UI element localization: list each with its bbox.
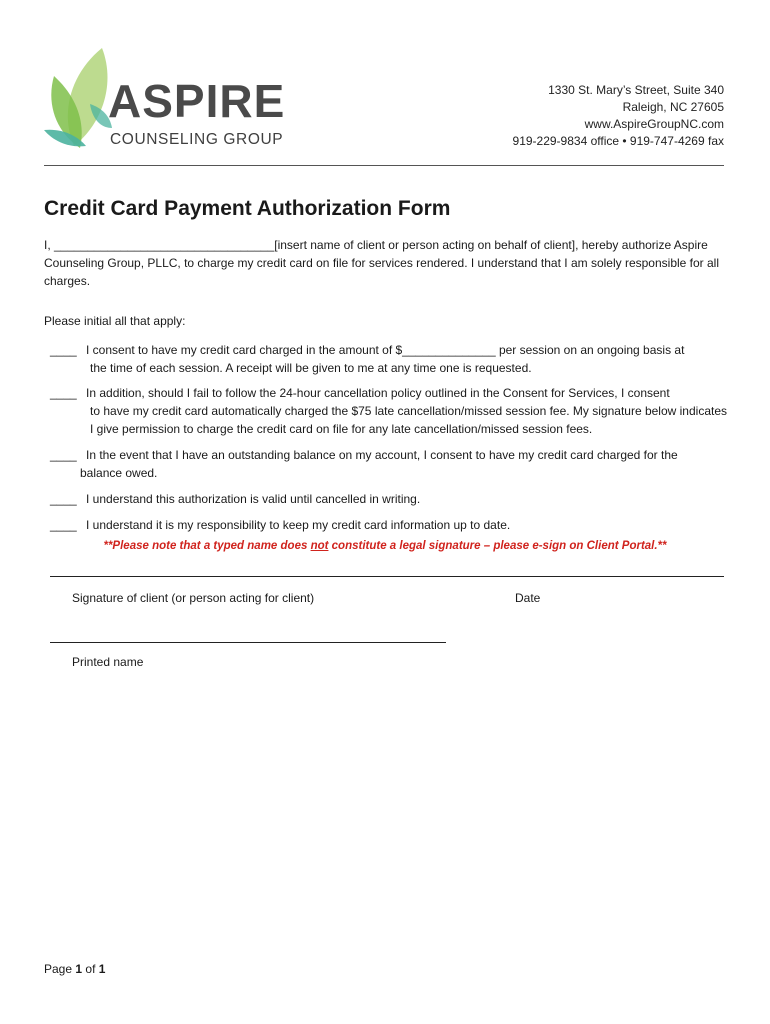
item-text: In addition, should I fail to follow the 24-hour cancellation policy outlined in the Consent for Services, I consent	[86, 386, 670, 400]
initial-blank[interactable]: ____	[50, 448, 77, 462]
initial-item-late-cancellation	[50, 384, 730, 438]
website-link[interactable]: www.AspireGroupNC.com	[584, 117, 724, 131]
phone-fax-line: 919-229-9834 office • 919-747-4269 fax	[512, 134, 724, 148]
signature-line[interactable]	[50, 576, 724, 577]
brand-name: ASPIRE	[108, 75, 286, 127]
authorization-intro: I, _________________________________[insert name of client or person acting on behalf of client], hereby authorize Aspire Counseling Group, PLLC, to charge my credit card on file for services rendered. I understand that I am solely responsible for all charges.	[44, 238, 720, 288]
item-text: I consent to have my credit card charged in the amount of $______________ per session on an ongoing basis at	[86, 343, 685, 357]
address-line-1: 1330 St. Mary’s Street, Suite 340	[548, 83, 724, 97]
initial-blank[interactable]: ____	[50, 492, 77, 506]
initial-item-valid-until-cancelled	[50, 490, 730, 508]
page-of: of	[85, 962, 96, 976]
page-number	[44, 962, 105, 976]
item-text: In the event that I have an outstanding balance on my account, I consent to have my credit card charged for the	[86, 448, 678, 462]
notice-text-before: **Please note that a typed name does	[103, 540, 311, 552]
page-current: 1	[75, 962, 83, 976]
item-text: I understand it is my responsibility to keep my credit card information up to date.	[86, 518, 511, 532]
initial-item-keep-info-updated	[50, 516, 730, 534]
signature-label: Signature of client (or person acting for client)	[72, 591, 315, 605]
date-label: Date	[515, 591, 541, 605]
initial-blank[interactable]: ____	[50, 343, 77, 357]
form-title: Credit Card Payment Authorization Form	[44, 197, 451, 220]
notice-text-after: constitute a legal signature – please e-sign on Client Portal.**	[328, 540, 667, 552]
address-line-2: Raleigh, NC 27605	[622, 100, 724, 114]
item-text-cont: balance owed.	[80, 466, 158, 480]
e-sign-notice	[0, 540, 770, 552]
brand-subtitle: COUNSELING GROUP	[110, 131, 284, 148]
header-divider	[44, 165, 724, 166]
initial-item-per-session-charge	[50, 341, 730, 377]
item-text-cont: the time of each session. A receipt will be given to me at any time one is requested.	[90, 361, 532, 375]
initial-prompt: Please initial all that apply:	[44, 314, 186, 328]
item-text: I understand this authorization is valid until cancelled in writing.	[86, 492, 421, 506]
initial-blank[interactable]: ____	[50, 518, 77, 532]
printed-name-label: Printed name	[72, 655, 144, 669]
page-total: 1	[98, 962, 106, 976]
item-text-cont: to have my credit card automatically charged the $75 late cancellation/missed session fee. My signature below indicates I give permission to charge the credit card on file for any late cancellation/missed session fees.	[90, 404, 728, 436]
notice-underlined-word: not	[310, 540, 329, 552]
initial-blank[interactable]: ____	[50, 386, 77, 400]
printed-name-line[interactable]	[50, 642, 446, 643]
initial-item-outstanding-balance	[50, 446, 730, 482]
contact-block	[513, 82, 724, 150]
page-word: Page	[44, 962, 73, 976]
